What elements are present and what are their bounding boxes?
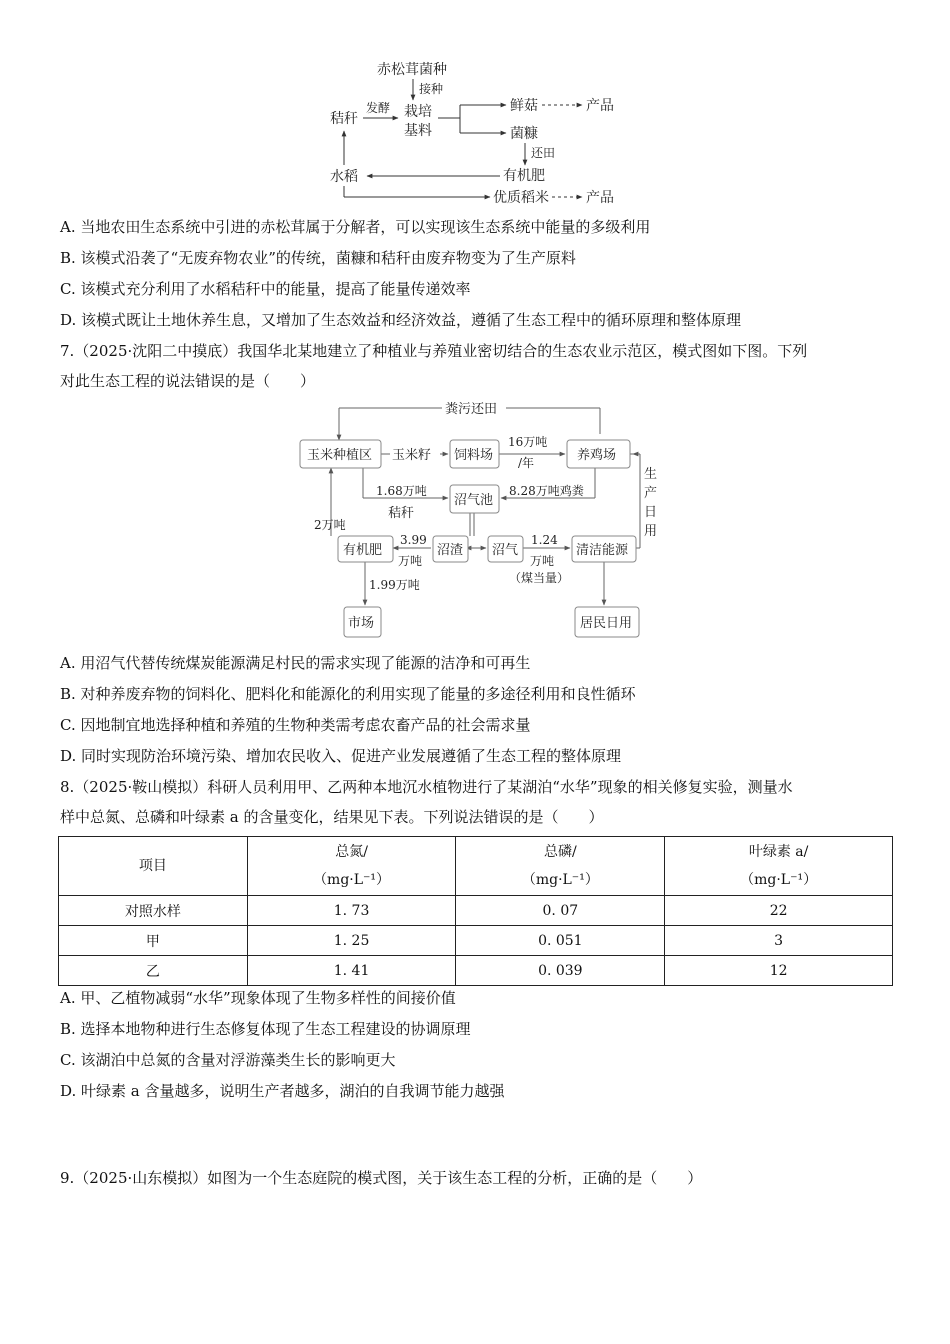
return-field-label: 还田 <box>531 146 556 160</box>
fert-to-corn-label: 2万吨 <box>314 518 346 532</box>
q8-option-d: D. 叶绿素 a 含量越多，说明生产者越多，湖泊的自我调节能力越强 <box>60 1082 505 1100</box>
table-cell: 0. 039 <box>456 956 665 986</box>
biogas-box: 沼气 <box>492 543 519 558</box>
q6-option-c: C. 该模式充分利用了水稻秸秆中的能量，提高了能量传递效率 <box>60 280 471 298</box>
table-cell: 对照水样 <box>59 896 248 926</box>
table-row <box>59 956 893 986</box>
manure-return-label: 粪污还田 <box>445 402 498 417</box>
corn-area-box: 玉米种植区 <box>307 448 373 463</box>
straw-label: 秸秆 <box>388 506 415 521</box>
table-cell: 0. 07 <box>456 896 665 926</box>
header-chlorophyll-a: 叶绿素 a/ （mg·L⁻¹） <box>665 837 893 896</box>
production-use-4: 用 <box>644 524 658 539</box>
production-use-2: 产 <box>644 486 658 501</box>
chicken-farm-box: 养鸡场 <box>577 448 617 463</box>
figure-mushroom-cycle <box>320 55 640 210</box>
market-box: 市场 <box>348 616 375 631</box>
table-cell: 甲 <box>59 926 248 956</box>
q6-option-d: D. 该模式既让土地休养生息，又增加了生态效益和经济效益，遵循了生态工程中的循环原理和整体原理 <box>60 311 742 329</box>
figure-eco-agriculture <box>290 396 670 646</box>
header-total-phosphorus: 总磷/ （mg·L⁻¹） <box>456 837 665 896</box>
residue-amount-2: 万吨 <box>398 554 423 568</box>
gas-amount-1: 1.24 <box>531 533 558 547</box>
table-cell: 3 <box>665 926 893 956</box>
table-cell: 乙 <box>59 956 248 986</box>
product-label-1: 产品 <box>586 98 614 114</box>
manure-amount-label: 8.28万吨鸡粪 <box>509 484 584 498</box>
product-label-2: 产品 <box>586 190 614 206</box>
header-item: 项目 <box>59 837 248 896</box>
table-cell: 1. 41 <box>247 956 456 986</box>
q8-stem-line1: 8.（2025·鞍山模拟）科研人员利用甲、乙两种本地沉水植物进行了某湖泊“水华”现象的相关修复实验，测量水 <box>60 778 793 796</box>
q7-option-c: C. 因地制宜地选择种植和养殖的生物种类需考虑农畜产品的社会需求量 <box>60 716 531 734</box>
header-total-nitrogen: 总氮/ （mg·L⁻¹） <box>247 837 456 896</box>
feed-amount-2: /年 <box>518 456 535 470</box>
table-cell: 12 <box>665 956 893 986</box>
gas-amount-3: （煤当量） <box>509 571 570 585</box>
market-amount-label: 1.99万吨 <box>369 578 420 592</box>
organic-fert-box: 有机肥 <box>343 543 383 558</box>
biogas-residue-box: 沼渣 <box>437 543 464 558</box>
residents-box: 居民日用 <box>580 616 633 631</box>
straw-amount-label: 1.68万吨 <box>376 484 427 498</box>
inoculate-label: 接种 <box>419 82 444 96</box>
seed-label: 赤松茸菌种 <box>377 62 447 78</box>
q8-option-c: C. 该湖泊中总氮的含量对浮游藻类生长的影响更大 <box>60 1051 396 1069</box>
q7-option-d: D. 同时实现防治环境污染、增加农民收入、促进产业发展遵循了生态工程的整体原理 <box>60 747 622 765</box>
q7-stem-line1: 7.（2025·沈阳二中摸底）我国华北某地建立了种植业与养殖业密切结合的生态农业示范区，模式图如下图。下列 <box>60 342 808 360</box>
table-cell: 0. 051 <box>456 926 665 956</box>
feed-amount-1: 16万吨 <box>508 435 548 449</box>
production-use-3: 日 <box>644 505 658 520</box>
substrate-label-1: 栽培 <box>404 104 432 120</box>
quality-rice-label: 优质稻米 <box>493 190 549 206</box>
q6-option-b: B. 该模式沿袭了“无废弃物农业”的传统，菌糠和秸秆由废弃物变为了生产原料 <box>60 249 576 267</box>
feed-plant-box: 饲料场 <box>454 448 494 463</box>
table-header-row <box>59 837 893 896</box>
corn-seed-label: 玉米籽 <box>392 448 432 463</box>
q7-option-b: B. 对种养废弃物的饲料化、肥料化和能源化的利用实现了能量的多途径利用和良性循环 <box>60 685 636 703</box>
table-row <box>59 926 893 956</box>
ferment-label: 发酵 <box>366 101 391 115</box>
biogas-pit-box: 沼气池 <box>454 493 494 508</box>
q9-stem-line1: 9.（2025·山东模拟）如图为一个生态庭院的模式图，关于该生态工程的分析，正确的是（ ） <box>60 1169 703 1187</box>
production-use-1: 生 <box>644 467 658 482</box>
table-cell: 1. 73 <box>247 896 456 926</box>
straw-label: 秸秆 <box>330 111 358 127</box>
q6-option-a: A. 当地农田生态系统中引进的赤松茸属于分解者，可以实现该生态系统中能量的多级利用 <box>60 218 651 236</box>
table-cell: 22 <box>665 896 893 926</box>
gas-amount-2: 万吨 <box>530 554 555 568</box>
q7-stem-line2: 对此生态工程的说法错误的是（ ） <box>60 372 316 390</box>
q8-option-b: B. 选择本地物种进行生态修复体现了生态工程建设的协调原理 <box>60 1020 471 1038</box>
q7-option-a: A. 用沼气代替传统煤炭能源满足村民的需求实现了能源的洁净和可再生 <box>60 654 531 672</box>
fresh-mushroom-label: 鲜菇 <box>510 98 538 114</box>
table-row <box>59 896 893 926</box>
organic-fertilizer-label: 有机肥 <box>503 168 545 184</box>
clean-energy-box: 清洁能源 <box>576 543 629 558</box>
q8-option-a: A. 甲、乙植物减弱“水华”现象体现了生物多样性的间接价值 <box>60 989 456 1007</box>
rice-label: 水稻 <box>330 169 358 185</box>
residue-amount-1: 3.99 <box>400 533 427 547</box>
substrate-label-2: 基料 <box>404 123 432 139</box>
table-cell: 1. 25 <box>247 926 456 956</box>
results-table <box>58 836 893 986</box>
residue-label: 菌糠 <box>510 126 538 142</box>
q8-stem-line2: 样中总氮、总磷和叶绿素 a 的含量变化，结果见下表。下列说法错误的是（ ） <box>60 808 604 826</box>
